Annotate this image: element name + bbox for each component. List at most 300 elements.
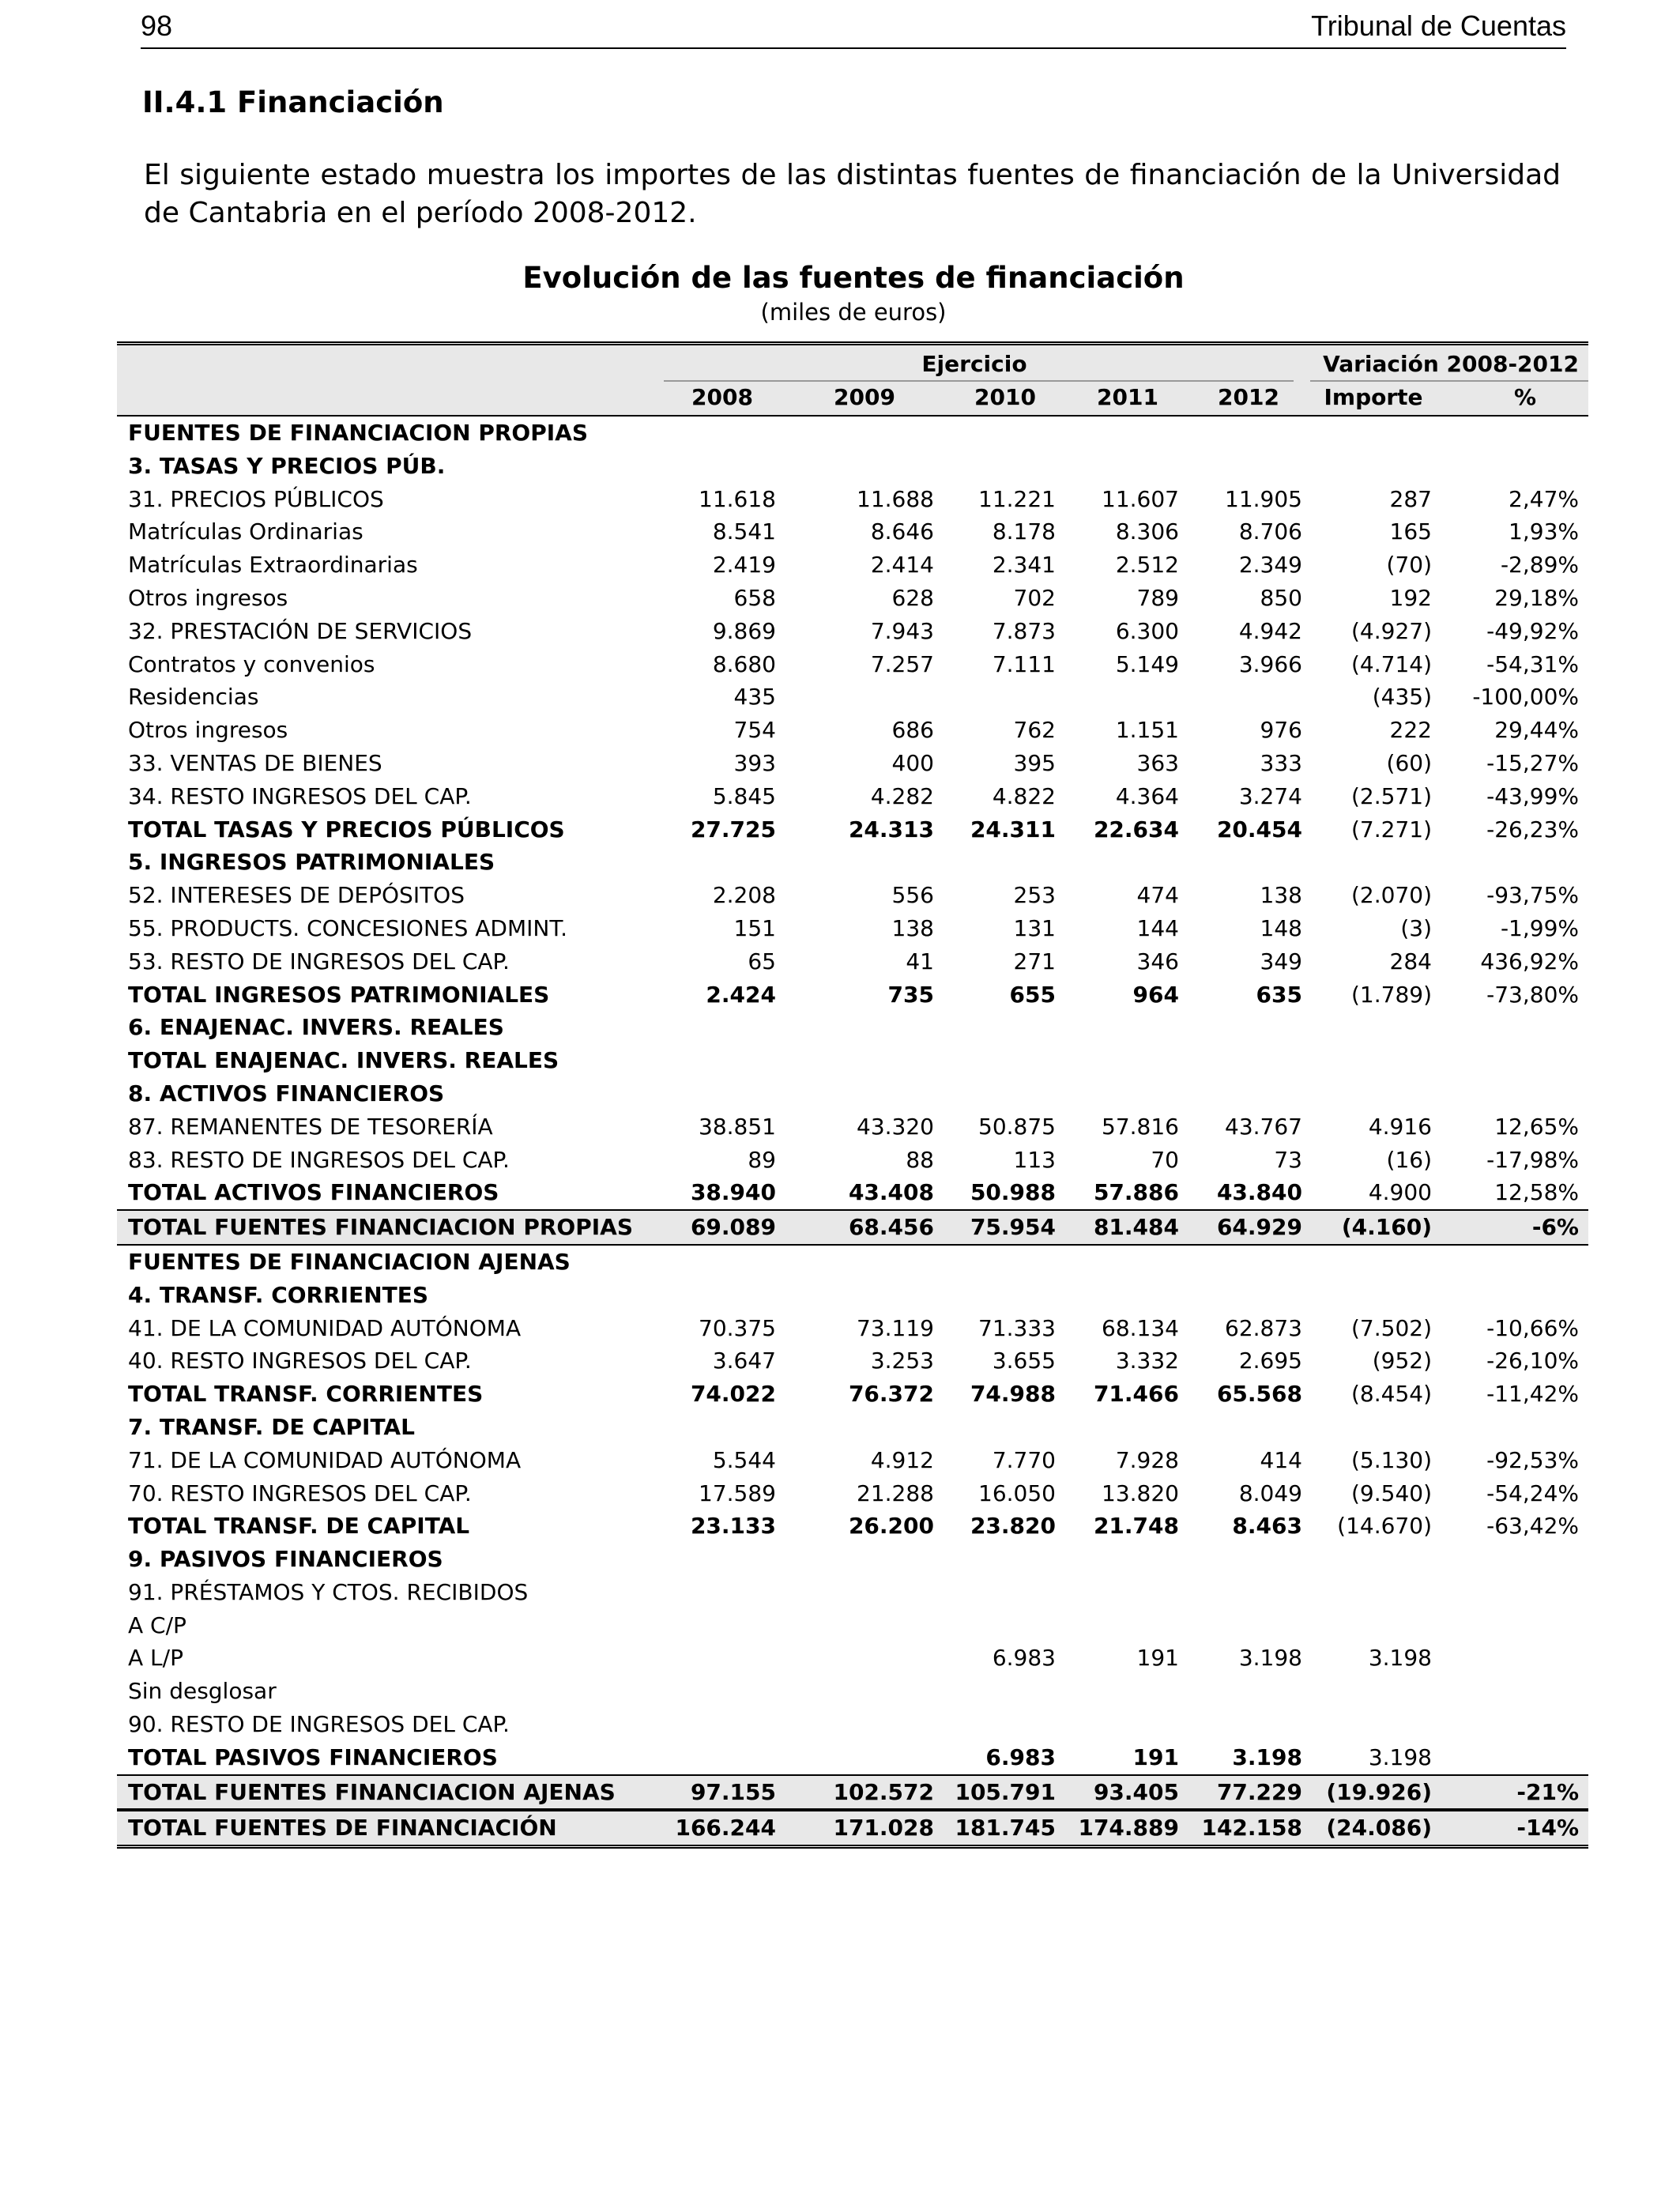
cell-2009: 88: [906, 1146, 934, 1173]
cell-2009: 686: [891, 717, 934, 744]
cell-2011: 7.928: [1115, 1446, 1179, 1473]
cell-importe: (70): [1386, 552, 1432, 579]
table-row: [117, 548, 1588, 582]
cell-importe: (9.540): [1350, 1480, 1432, 1506]
cell-2009: 8.646: [870, 518, 934, 545]
row-label: 40. RESTO INGRESOS DEL CAP.: [128, 1348, 472, 1374]
cell-2012: 3.198: [1232, 1744, 1302, 1770]
cell-importe: (7.502): [1350, 1314, 1432, 1341]
cell-2008: 5.845: [712, 782, 776, 809]
table-row: [117, 1444, 1588, 1477]
cell-2010: 7.111: [992, 650, 1056, 677]
intro-paragraph: El siguiente estado muestra los importes de las distintas fuentes de financiación de la Universidad de Cantabria en el período 2008-2012.: [144, 159, 1561, 229]
cell-importe: (2.571): [1350, 782, 1432, 809]
row-label: A C/P: [128, 1612, 186, 1638]
cell-2011: 191: [1132, 1744, 1179, 1770]
cell-2008: 38.940: [690, 1179, 776, 1206]
row-label: TOTAL FUENTES FINANCIACION AJENAS: [128, 1778, 616, 1805]
cell-pct: 12,65%: [1494, 1113, 1579, 1140]
cell-2008: 151: [733, 914, 776, 941]
cell-2009: 7.257: [870, 650, 934, 677]
cell-2008: 69.089: [690, 1214, 776, 1241]
cell-2011: 474: [1136, 882, 1179, 909]
cell-2010: 2.341: [992, 552, 1056, 579]
cell-2009: 11.688: [857, 485, 934, 512]
table-row: [117, 1675, 1588, 1708]
cell-pct: -93,75%: [1486, 882, 1579, 909]
row-label: TOTAL ENAJENAC. INVERS. REALES: [128, 1047, 559, 1074]
table-row: [117, 1708, 1588, 1741]
table-row: [117, 1176, 1588, 1209]
cell-2008: 11.618: [699, 485, 776, 512]
table-row: [117, 846, 1588, 879]
table-row: [117, 1576, 1588, 1609]
table-subtitle: (miles de euros): [760, 299, 947, 326]
cell-2011: 8.306: [1115, 518, 1179, 545]
row-label: TOTAL PASIVOS FINANCIEROS: [128, 1744, 498, 1770]
cell-2011: 174.889: [1078, 1815, 1179, 1842]
cell-2012: 3.198: [1238, 1645, 1302, 1672]
cell-2012: 138: [1260, 882, 1302, 909]
cell-2010: 71.333: [978, 1314, 1056, 1341]
cell-2010: 395: [1013, 749, 1056, 776]
cell-2011: 4.364: [1115, 782, 1179, 809]
cell-2008: 166.244: [675, 1815, 776, 1842]
cell-pct: -73,80%: [1486, 981, 1579, 1008]
table-header-columns: [117, 382, 1588, 415]
cell-2008: 38.851: [699, 1113, 776, 1140]
table-row: [117, 680, 1588, 714]
table-row: [117, 1110, 1588, 1144]
cell-importe: 165: [1389, 518, 1432, 545]
cell-2012: 20.454: [1216, 816, 1302, 843]
table-row: [117, 417, 1588, 450]
cell-2009: 73.119: [857, 1314, 934, 1341]
row-label: TOTAL TRANSF. DE CAPITAL: [128, 1513, 470, 1540]
cell-importe: (1.789): [1350, 981, 1432, 1008]
cell-2012: 2.695: [1238, 1348, 1302, 1374]
cell-2008: 2.424: [706, 981, 776, 1008]
cell-2008: 393: [733, 749, 776, 776]
cell-2012: 65.568: [1216, 1381, 1302, 1408]
cell-2012: 73: [1274, 1146, 1302, 1173]
table-row: [117, 1741, 1588, 1774]
table-row: [117, 780, 1588, 813]
table-row: [117, 1543, 1588, 1576]
cell-importe: (14.670): [1337, 1513, 1432, 1540]
cell-2010: 74.988: [970, 1381, 1056, 1408]
row-label: TOTAL FUENTES DE FINANCIACIÓN: [128, 1815, 557, 1842]
column-header-pct: %: [1513, 384, 1537, 410]
cell-2010: 24.311: [970, 816, 1056, 843]
row-label: TOTAL TASAS Y PRECIOS PÚBLICOS: [128, 816, 565, 843]
cell-2009: 171.028: [833, 1815, 934, 1842]
cell-2009: 7.943: [870, 617, 934, 644]
cell-2011: 22.634: [1093, 816, 1179, 843]
row-label: FUENTES DE FINANCIACION PROPIAS: [128, 420, 589, 446]
row-label: Matrículas Extraordinarias: [128, 552, 418, 579]
cell-importe: 3.198: [1368, 1645, 1432, 1672]
cell-pct: -11,42%: [1486, 1381, 1579, 1408]
cell-2008: 74.022: [690, 1381, 776, 1408]
cell-2011: 68.134: [1102, 1314, 1179, 1341]
cell-2008: 2.208: [712, 882, 776, 909]
row-label: 87. REMANENTES DE TESORERÍA: [128, 1113, 493, 1140]
cell-2009: 102.572: [833, 1778, 934, 1805]
cell-pct: -49,92%: [1486, 617, 1579, 644]
cell-pct: -54,31%: [1486, 650, 1579, 677]
cell-pct: -2,89%: [1500, 552, 1579, 579]
cell-importe: 192: [1389, 584, 1432, 611]
cell-2011: 144: [1136, 914, 1179, 941]
cell-2009: 3.253: [870, 1348, 934, 1374]
cell-2012: 2.349: [1238, 552, 1302, 579]
section-title: II.4.1 Financiación: [142, 85, 444, 119]
table-row: [117, 747, 1588, 780]
cell-importe: 3.198: [1368, 1744, 1432, 1770]
column-header-2011: 2011: [1097, 384, 1158, 410]
cell-importe: (24.086): [1326, 1815, 1432, 1842]
table-header: [117, 345, 1588, 417]
table-row: [117, 978, 1588, 1012]
cell-2008: 8.541: [712, 518, 776, 545]
table-row: [117, 648, 1588, 681]
financing-table: [117, 341, 1588, 1849]
cell-importe: 4.916: [1368, 1113, 1432, 1140]
cell-2009: 2.414: [870, 552, 934, 579]
cell-2008: 2.419: [712, 552, 776, 579]
cell-2011: 363: [1136, 749, 1179, 776]
group-header-ejercicio: Ejercicio: [921, 351, 1027, 377]
cell-2008: 65: [748, 948, 776, 974]
publisher-name: Tribunal de Cuentas: [1311, 9, 1566, 42]
table-row: [117, 1246, 1588, 1279]
cell-2008: 3.647: [712, 1348, 776, 1374]
cell-2009: 26.200: [848, 1513, 934, 1540]
cell-2009: 43.408: [848, 1179, 934, 1206]
cell-importe: (8.454): [1350, 1381, 1432, 1408]
table-row: [117, 1810, 1588, 1845]
table-row: [117, 1044, 1588, 1077]
cell-importe: (60): [1386, 749, 1432, 776]
row-label: A L/P: [128, 1645, 183, 1672]
cell-2011: 346: [1136, 948, 1179, 974]
cell-2010: 105.791: [955, 1778, 1056, 1805]
cell-2010: 75.954: [970, 1214, 1056, 1241]
table-row: [117, 483, 1588, 516]
cell-2008: 27.725: [690, 816, 776, 843]
cell-2010: 271: [1013, 948, 1056, 974]
cell-2010: 7.873: [992, 617, 1056, 644]
cell-2012: 333: [1260, 749, 1302, 776]
row-label: 8. ACTIVOS FINANCIEROS: [128, 1080, 445, 1106]
cell-2012: 976: [1260, 717, 1302, 744]
column-header-2012: 2012: [1218, 384, 1279, 410]
cell-2009: 556: [891, 882, 934, 909]
column-header-2008: 2008: [691, 384, 753, 410]
cell-2008: 70.375: [699, 1314, 776, 1341]
cell-2010: 762: [1013, 717, 1056, 744]
cell-pct: -54,24%: [1486, 1480, 1579, 1506]
cell-2012: 3.274: [1238, 782, 1302, 809]
cell-2010: 11.221: [978, 485, 1056, 512]
cell-2011: 3.332: [1115, 1348, 1179, 1374]
cell-2011: 13.820: [1102, 1480, 1179, 1506]
cell-2010: 655: [1009, 981, 1056, 1008]
table-row: [117, 515, 1588, 548]
table-row: [117, 945, 1588, 978]
cell-importe: (16): [1386, 1146, 1432, 1173]
cell-pct: -14%: [1516, 1815, 1579, 1842]
row-label: 52. INTERESES DE DEPÓSITOS: [128, 882, 465, 909]
cell-2012: 11.905: [1225, 485, 1302, 512]
cell-2008: 5.544: [712, 1446, 776, 1473]
cell-pct: -63,42%: [1486, 1513, 1579, 1540]
cell-2011: 81.484: [1093, 1214, 1179, 1241]
cell-2012: 43.767: [1225, 1113, 1302, 1140]
cell-importe: (435): [1372, 684, 1432, 711]
cell-2008: 23.133: [690, 1513, 776, 1540]
row-label: 31. PRECIOS PÚBLICOS: [128, 485, 384, 512]
cell-pct: 2,47%: [1509, 485, 1579, 512]
table-row: [117, 450, 1588, 483]
cell-pct: 12,58%: [1494, 1179, 1579, 1206]
cell-importe: (19.926): [1326, 1778, 1432, 1805]
cell-pct: 29,44%: [1494, 717, 1579, 744]
cell-2012: 635: [1256, 981, 1302, 1008]
cell-2012: 8.463: [1232, 1513, 1302, 1540]
table-row: [117, 1609, 1588, 1642]
cell-2010: 6.983: [985, 1744, 1056, 1770]
cell-2012: 142.158: [1201, 1815, 1302, 1842]
cell-pct: 1,93%: [1509, 518, 1579, 545]
cell-pct: -92,53%: [1486, 1446, 1579, 1473]
table-row: [117, 1209, 1588, 1246]
table-row: [117, 1279, 1588, 1312]
row-label: 3. TASAS Y PRECIOS PÚB.: [128, 452, 446, 479]
cell-2010: 4.822: [992, 782, 1056, 809]
table-row: [117, 1378, 1588, 1411]
cell-2012: 43.840: [1216, 1179, 1302, 1206]
row-label: TOTAL INGRESOS PATRIMONIALES: [128, 981, 550, 1008]
cell-importe: 287: [1389, 485, 1432, 512]
cell-2011: 70: [1151, 1146, 1179, 1173]
cell-2010: 23.820: [970, 1513, 1056, 1540]
cell-importe: (2.070): [1350, 882, 1432, 909]
row-label: TOTAL ACTIVOS FINANCIEROS: [128, 1179, 499, 1206]
cell-2008: 97.155: [690, 1778, 776, 1805]
cell-importe: (4.160): [1341, 1214, 1432, 1241]
cell-2009: 400: [891, 749, 934, 776]
cell-2010: 16.050: [978, 1480, 1056, 1506]
cell-importe: (7.271): [1350, 816, 1432, 843]
row-label: Residencias: [128, 684, 259, 711]
cell-2010: 3.655: [992, 1348, 1056, 1374]
cell-2009: 21.288: [857, 1480, 934, 1506]
cell-2009: 4.912: [870, 1446, 934, 1473]
row-label: Sin desglosar: [128, 1678, 277, 1705]
table-row: [117, 1774, 1588, 1811]
row-label: 6. ENAJENAC. INVERS. REALES: [128, 1014, 504, 1041]
cell-importe: (5.130): [1350, 1446, 1432, 1473]
cell-importe: 284: [1389, 948, 1432, 974]
cell-pct: -21%: [1516, 1778, 1579, 1805]
cell-2010: 7.770: [992, 1446, 1056, 1473]
cell-2011: 11.607: [1102, 485, 1179, 512]
row-label: 41. DE LA COMUNIDAD AUTÓNOMA: [128, 1314, 522, 1341]
table-row: [117, 1312, 1588, 1345]
cell-pct: -10,66%: [1486, 1314, 1579, 1341]
cell-pct: -26,10%: [1486, 1348, 1579, 1374]
cell-2012: 349: [1260, 948, 1302, 974]
table-body: [117, 417, 1588, 1845]
cell-2009: 24.313: [848, 816, 934, 843]
table-row: [117, 1144, 1588, 1177]
cell-2011: 93.405: [1093, 1778, 1179, 1805]
cell-2010: 113: [1013, 1146, 1056, 1173]
cell-2009: 43.320: [857, 1113, 934, 1140]
cell-2008: 9.869: [712, 617, 776, 644]
row-label: 7. TRANSF. DE CAPITAL: [128, 1413, 415, 1440]
cell-pct: -17,98%: [1486, 1146, 1579, 1173]
cell-2011: 964: [1132, 981, 1179, 1008]
cell-importe: 4.900: [1368, 1179, 1432, 1206]
table-row: [117, 1344, 1588, 1378]
column-header-2009: 2009: [834, 384, 895, 410]
cell-2009: 735: [887, 981, 934, 1008]
cell-pct: 436,92%: [1480, 948, 1579, 974]
row-label: 70. RESTO INGRESOS DEL CAP.: [128, 1480, 472, 1506]
table-row: [117, 1477, 1588, 1510]
column-header-importe: Importe: [1324, 384, 1423, 410]
cell-importe: (952): [1372, 1348, 1432, 1374]
row-label: 34. RESTO INGRESOS DEL CAP.: [128, 782, 472, 809]
table-row: [117, 879, 1588, 912]
row-label: 33. VENTAS DE BIENES: [128, 749, 382, 776]
table-row: [117, 1011, 1588, 1044]
cell-2011: 57.816: [1102, 1113, 1179, 1140]
row-label: 53. RESTO DE INGRESOS DEL CAP.: [128, 948, 510, 974]
row-label: 32. PRESTACIÓN DE SERVICIOS: [128, 617, 473, 644]
cell-2011: 6.300: [1115, 617, 1179, 644]
cell-pct: -100,00%: [1472, 684, 1579, 711]
cell-importe: (4.714): [1350, 650, 1432, 677]
cell-2010: 702: [1013, 584, 1056, 611]
table-row: [117, 912, 1588, 945]
cell-2010: 131: [1013, 914, 1056, 941]
table-header-groups: [117, 345, 1588, 382]
cell-2010: 181.745: [955, 1815, 1056, 1842]
cell-2012: 62.873: [1225, 1314, 1302, 1341]
cell-pct: -1,99%: [1500, 914, 1579, 941]
cell-2009: 138: [891, 914, 934, 941]
row-label: 55. PRODUCTS. CONCESIONES ADMINT.: [128, 914, 568, 941]
table-title: Evolución de las fuentes de financiación: [522, 261, 1185, 295]
cell-2012: 4.942: [1238, 617, 1302, 644]
cell-2010: 6.983: [992, 1645, 1056, 1672]
cell-2009: 76.372: [848, 1381, 934, 1408]
cell-2012: 3.966: [1238, 650, 1302, 677]
row-label: FUENTES DE FINANCIACION AJENAS: [128, 1248, 571, 1275]
cell-2010: 8.178: [992, 518, 1056, 545]
cell-pct: -43,99%: [1486, 782, 1579, 809]
cell-2012: 8.049: [1238, 1480, 1302, 1506]
row-label: Matrículas Ordinarias: [128, 518, 363, 545]
row-label: 9. PASIVOS FINANCIEROS: [128, 1546, 443, 1573]
cell-2012: 77.229: [1216, 1778, 1302, 1805]
cell-importe: (4.927): [1350, 617, 1432, 644]
cell-2009: 68.456: [848, 1214, 934, 1241]
cell-2008: 17.589: [699, 1480, 776, 1506]
row-label: 83. RESTO DE INGRESOS DEL CAP.: [128, 1146, 510, 1173]
cell-2012: 148: [1260, 914, 1302, 941]
cell-2012: 64.929: [1216, 1214, 1302, 1241]
cell-2011: 71.466: [1093, 1381, 1179, 1408]
cell-2012: 8.706: [1238, 518, 1302, 545]
cell-importe: (3): [1400, 914, 1432, 941]
cell-2009: 628: [891, 584, 934, 611]
row-label: 5. INGRESOS PATRIMONIALES: [128, 849, 495, 876]
group-header-variacion: Variación 2008-2012: [1323, 351, 1579, 377]
cell-pct: -26,23%: [1486, 816, 1579, 843]
cell-2011: 5.149: [1115, 650, 1179, 677]
cell-2009: 4.282: [870, 782, 934, 809]
cell-2009: 41: [906, 948, 934, 974]
row-label: 4. TRANSF. CORRIENTES: [128, 1281, 429, 1308]
table-row: [117, 714, 1588, 747]
row-label: TOTAL TRANSF. CORRIENTES: [128, 1381, 484, 1408]
row-label: Otros ingresos: [128, 584, 288, 611]
row-label: Contratos y convenios: [128, 650, 375, 677]
cell-2011: 57.886: [1093, 1179, 1179, 1206]
page-header: [141, 5, 1566, 49]
table-row: [117, 615, 1588, 648]
cell-pct: 29,18%: [1494, 584, 1579, 611]
cell-2010: 253: [1013, 882, 1056, 909]
cell-2012: 850: [1260, 584, 1302, 611]
cell-2010: 50.988: [970, 1179, 1056, 1206]
row-label: 91. PRÉSTAMOS Y CTOS. RECIBIDOS: [128, 1578, 529, 1605]
table-row: [117, 1077, 1588, 1110]
cell-2012: 414: [1260, 1446, 1302, 1473]
row-label: 90. RESTO DE INGRESOS DEL CAP.: [128, 1711, 510, 1738]
cell-2011: 2.512: [1115, 552, 1179, 579]
cell-2008: 658: [733, 584, 776, 611]
table-row: [117, 582, 1588, 615]
row-label: Otros ingresos: [128, 717, 288, 744]
cell-pct: -6%: [1531, 1214, 1579, 1241]
cell-2010: 50.875: [978, 1113, 1056, 1140]
page-number: 98: [141, 9, 173, 42]
table-row: [117, 1510, 1588, 1543]
cell-2011: 21.748: [1093, 1513, 1179, 1540]
cell-2008: 8.680: [712, 650, 776, 677]
cell-2011: 1.151: [1115, 717, 1179, 744]
row-label: 71. DE LA COMUNIDAD AUTÓNOMA: [128, 1446, 522, 1473]
cell-2008: 435: [733, 684, 776, 711]
cell-2008: 89: [748, 1146, 776, 1173]
column-header-2010: 2010: [974, 384, 1036, 410]
cell-importe: 222: [1389, 717, 1432, 744]
cell-pct: -15,27%: [1486, 749, 1579, 776]
cell-2011: 789: [1136, 584, 1179, 611]
cell-2008: 754: [733, 717, 776, 744]
cell-2011: 191: [1136, 1645, 1179, 1672]
table-row: [117, 1411, 1588, 1444]
table-row: [117, 813, 1588, 846]
row-label: TOTAL FUENTES FINANCIACION PROPIAS: [128, 1214, 633, 1241]
table-row: [117, 1642, 1588, 1675]
